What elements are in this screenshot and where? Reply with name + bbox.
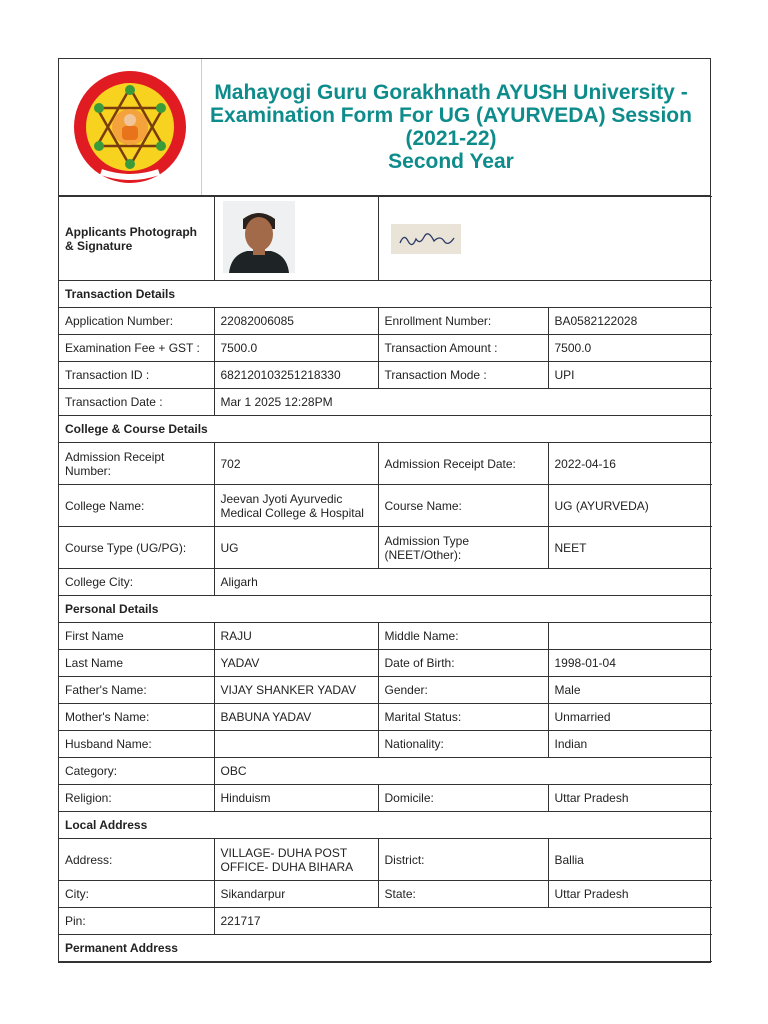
logo-cell (59, 59, 202, 195)
table-row (59, 650, 712, 677)
section-local-address (59, 812, 712, 839)
field-value: 22082006085 (214, 308, 378, 335)
section-college (59, 416, 712, 443)
signature-cell (378, 197, 712, 281)
field-label: Category: (59, 758, 214, 785)
section-title: Local Address (59, 812, 712, 839)
photo-cell (214, 197, 378, 281)
table-row (59, 704, 712, 731)
table-row (59, 881, 712, 908)
applicant-photo-icon (223, 201, 295, 273)
title-line-2: Examination Form For UG (AYURVEDA) Session (210, 104, 692, 127)
field-value: Uttar Pradesh (548, 881, 712, 908)
field-value: 2022-04-16 (548, 443, 712, 485)
field-label: Admission Receipt Number: (59, 443, 214, 485)
field-value: NEET (548, 527, 712, 569)
field-value: Sikandarpur (214, 881, 378, 908)
table-row (59, 623, 712, 650)
field-label: College City: (59, 569, 214, 596)
field-label: Admission Type (NEET/Other): (378, 527, 548, 569)
field-label: Admission Receipt Date: (378, 443, 548, 485)
field-value: Indian (548, 731, 712, 758)
field-value: UPI (548, 362, 712, 389)
field-label: First Name (59, 623, 214, 650)
field-label: Transaction Date : (59, 389, 214, 416)
photo-row (59, 197, 712, 281)
table-row (59, 908, 712, 935)
field-label: District: (378, 839, 548, 881)
field-label: City: (59, 881, 214, 908)
field-label: Application Number: (59, 308, 214, 335)
title-line-4: Second Year (388, 150, 514, 173)
field-value: YADAV (214, 650, 378, 677)
photo-label: Applicants Photograph & Signature (59, 197, 214, 281)
field-label: Religion: (59, 785, 214, 812)
field-value: VIJAY SHANKER YADAV (214, 677, 378, 704)
field-value: Mar 1 2025 12:28PM (214, 389, 712, 416)
field-value: VILLAGE- DUHA POST OFFICE- DUHA BIHARA (214, 839, 378, 881)
field-label: Gender: (378, 677, 548, 704)
section-title: Permanent Address (59, 935, 712, 962)
table-row (59, 569, 712, 596)
field-label: Last Name (59, 650, 214, 677)
field-value: BABUNA YADAV (214, 704, 378, 731)
field-label: Husband Name: (59, 731, 214, 758)
field-label: Pin: (59, 908, 214, 935)
table-row (59, 443, 712, 485)
field-value: Aligarh (214, 569, 712, 596)
field-value: 221717 (214, 908, 712, 935)
table-row (59, 389, 712, 416)
table-row (59, 839, 712, 881)
field-value: 702 (214, 443, 378, 485)
field-label: Course Type (UG/PG): (59, 527, 214, 569)
field-value: Jeevan Jyoti Ayurvedic Medical College & Hospital (214, 485, 378, 527)
field-value (548, 623, 712, 650)
form-title (202, 59, 710, 195)
field-value: Unmarried (548, 704, 712, 731)
field-label: Transaction ID : (59, 362, 214, 389)
field-label: Transaction Mode : (378, 362, 548, 389)
field-value: Male (548, 677, 712, 704)
form-table (59, 196, 712, 962)
field-label: Enrollment Number: (378, 308, 548, 335)
field-value: UG (214, 527, 378, 569)
table-row (59, 485, 712, 527)
field-label: Marital Status: (378, 704, 548, 731)
field-label: State: (378, 881, 548, 908)
table-row (59, 308, 712, 335)
university-logo-icon (71, 68, 189, 186)
field-label: Father's Name: (59, 677, 214, 704)
field-label: College Name: (59, 485, 214, 527)
title-line-3: (2021-22) (405, 127, 497, 150)
form-header (59, 59, 710, 196)
field-label: Middle Name: (378, 623, 548, 650)
table-row (59, 335, 712, 362)
field-label: Address: (59, 839, 214, 881)
field-value: Ballia (548, 839, 712, 881)
field-value: UG (AYURVEDA) (548, 485, 712, 527)
table-row (59, 731, 712, 758)
field-value: OBC (214, 758, 712, 785)
field-value: 1998-01-04 (548, 650, 712, 677)
table-row (59, 362, 712, 389)
section-permanent-address (59, 935, 712, 962)
field-value: RAJU (214, 623, 378, 650)
table-row (59, 758, 712, 785)
signature-icon (391, 224, 461, 254)
section-title: Personal Details (59, 596, 712, 623)
field-value: 7500.0 (548, 335, 712, 362)
field-value (214, 731, 378, 758)
field-value: BA0582122028 (548, 308, 712, 335)
field-label: Mother's Name: (59, 704, 214, 731)
table-row (59, 677, 712, 704)
field-label: Nationality: (378, 731, 548, 758)
section-personal (59, 596, 712, 623)
field-label: Domicile: (378, 785, 548, 812)
field-value: Uttar Pradesh (548, 785, 712, 812)
field-label: Date of Birth: (378, 650, 548, 677)
field-value: Hinduism (214, 785, 378, 812)
field-label: Examination Fee + GST : (59, 335, 214, 362)
field-label: Course Name: (378, 485, 548, 527)
table-row (59, 785, 712, 812)
section-title: College & Course Details (59, 416, 712, 443)
section-title: Transaction Details (59, 281, 712, 308)
section-transaction (59, 281, 712, 308)
table-row (59, 527, 712, 569)
title-line-1: Mahayogi Guru Gorakhnath AYUSH University - (214, 81, 688, 104)
field-label: Transaction Amount : (378, 335, 548, 362)
field-value: 7500.0 (214, 335, 378, 362)
exam-form-sheet (58, 58, 711, 963)
field-value: 682120103251218330 (214, 362, 378, 389)
